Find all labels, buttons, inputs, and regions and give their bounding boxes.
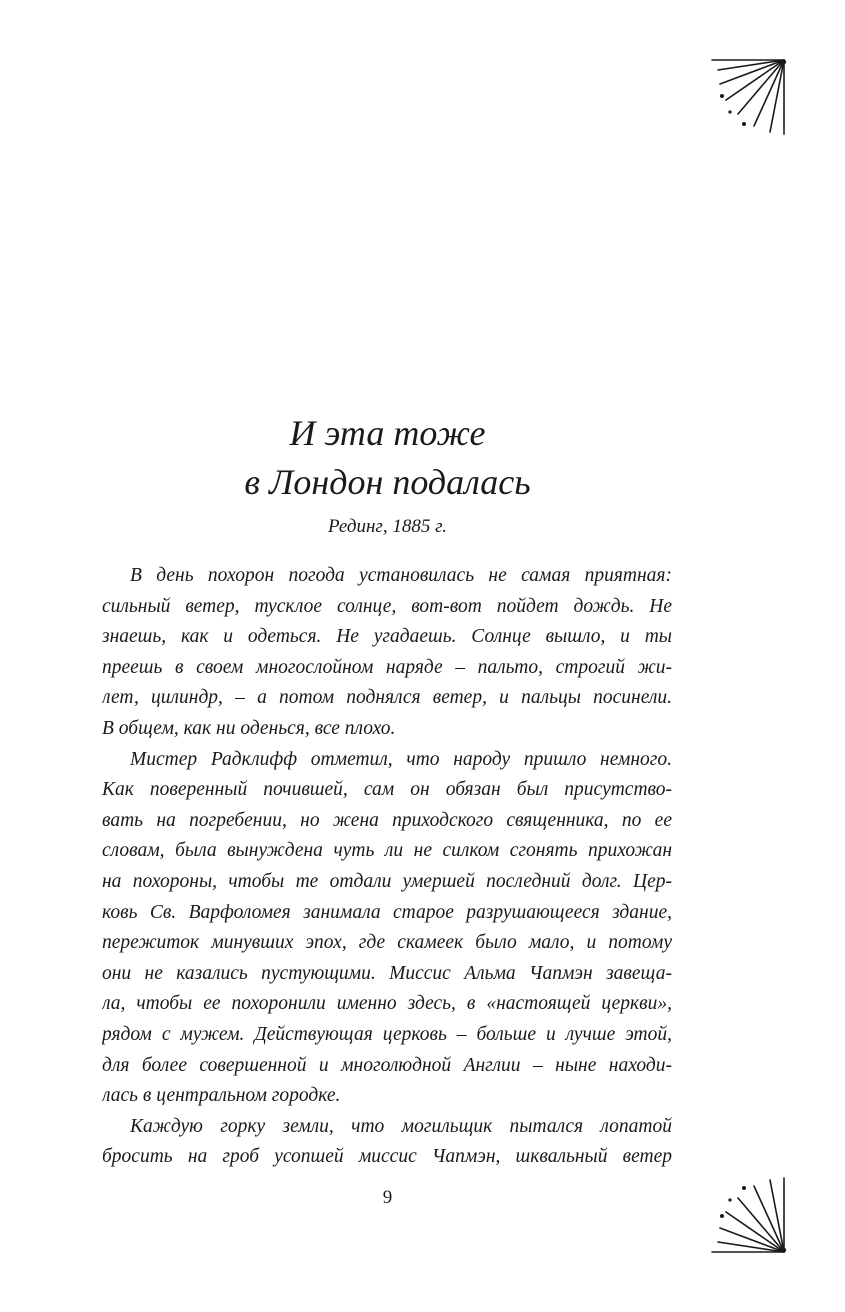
- text-line: бросить на гроб усопшей миссис Чапмэн, шквальный ветер: [102, 1146, 672, 1168]
- text-line: вать на погребении, но жена приходского священника, по ее: [102, 809, 672, 831]
- chapter-subtitle: Рединг, 1885 г.: [328, 516, 447, 537]
- chapter-title-line-1: И эта тоже: [289, 413, 486, 453]
- text-line: В общем, как ни оденься, все плохо.: [102, 717, 396, 739]
- text-line: они не казались пустующими. Миссис Альма Чапмэн завеща-: [102, 962, 672, 984]
- text-line: лась в центральном городке.: [102, 1085, 341, 1107]
- text-line: Каждую горку земли, что могильщик пытался лопатой: [130, 1115, 672, 1137]
- corner-ornament-top-icon: [708, 56, 788, 136]
- text-line: В день похорон погода установилась не самая приятная:: [130, 565, 672, 586]
- text-line: словам, была вынуждена чуть ли не силком сгонять прихожан: [102, 840, 672, 862]
- text-line: знаешь, как и одеться. Не угадаешь. Солнце вышло, и ты: [102, 626, 672, 648]
- text-line: для более совершенной и многолюдной Англии – ныне находи-: [102, 1054, 672, 1076]
- text-line: ла, чтобы ее похоронили именно здесь, в «настоящей церкви»,: [102, 993, 672, 1015]
- text-line: на похороны, чтобы те отдали умершей последний долг. Цер-: [102, 870, 672, 892]
- text-line: лет, цилиндр, – а потом поднялся ветер, и пальцы посинели.: [102, 687, 672, 709]
- text-line: рядом с мужем. Действующая церковь – больше и лучше этой,: [102, 1023, 672, 1045]
- page-number: 9: [382, 1187, 393, 1208]
- text-line: Как поверенный почившей, сам он обязан был присутство-: [102, 779, 672, 801]
- body-text: [102, 561, 672, 1173]
- text-line: преешь в своем многослойном наряде – пальто, строгий жи-: [102, 656, 672, 678]
- chapter-title-line-2: в Лондон подалась: [244, 462, 531, 502]
- text-line: Мистер Радклифф отметил, что народу пришло немного.: [130, 748, 672, 770]
- corner-ornament-bottom-icon: [708, 1176, 788, 1256]
- text-line: сильный ветер, тусклое солнце, вот-вот пойдет дождь. Не: [102, 595, 672, 617]
- text-line: ковь Св. Варфоломея занимала старое разрушающееся здание,: [102, 901, 672, 923]
- text-line: пережиток минувших эпох, где скамеек было мало, и потому: [102, 932, 672, 954]
